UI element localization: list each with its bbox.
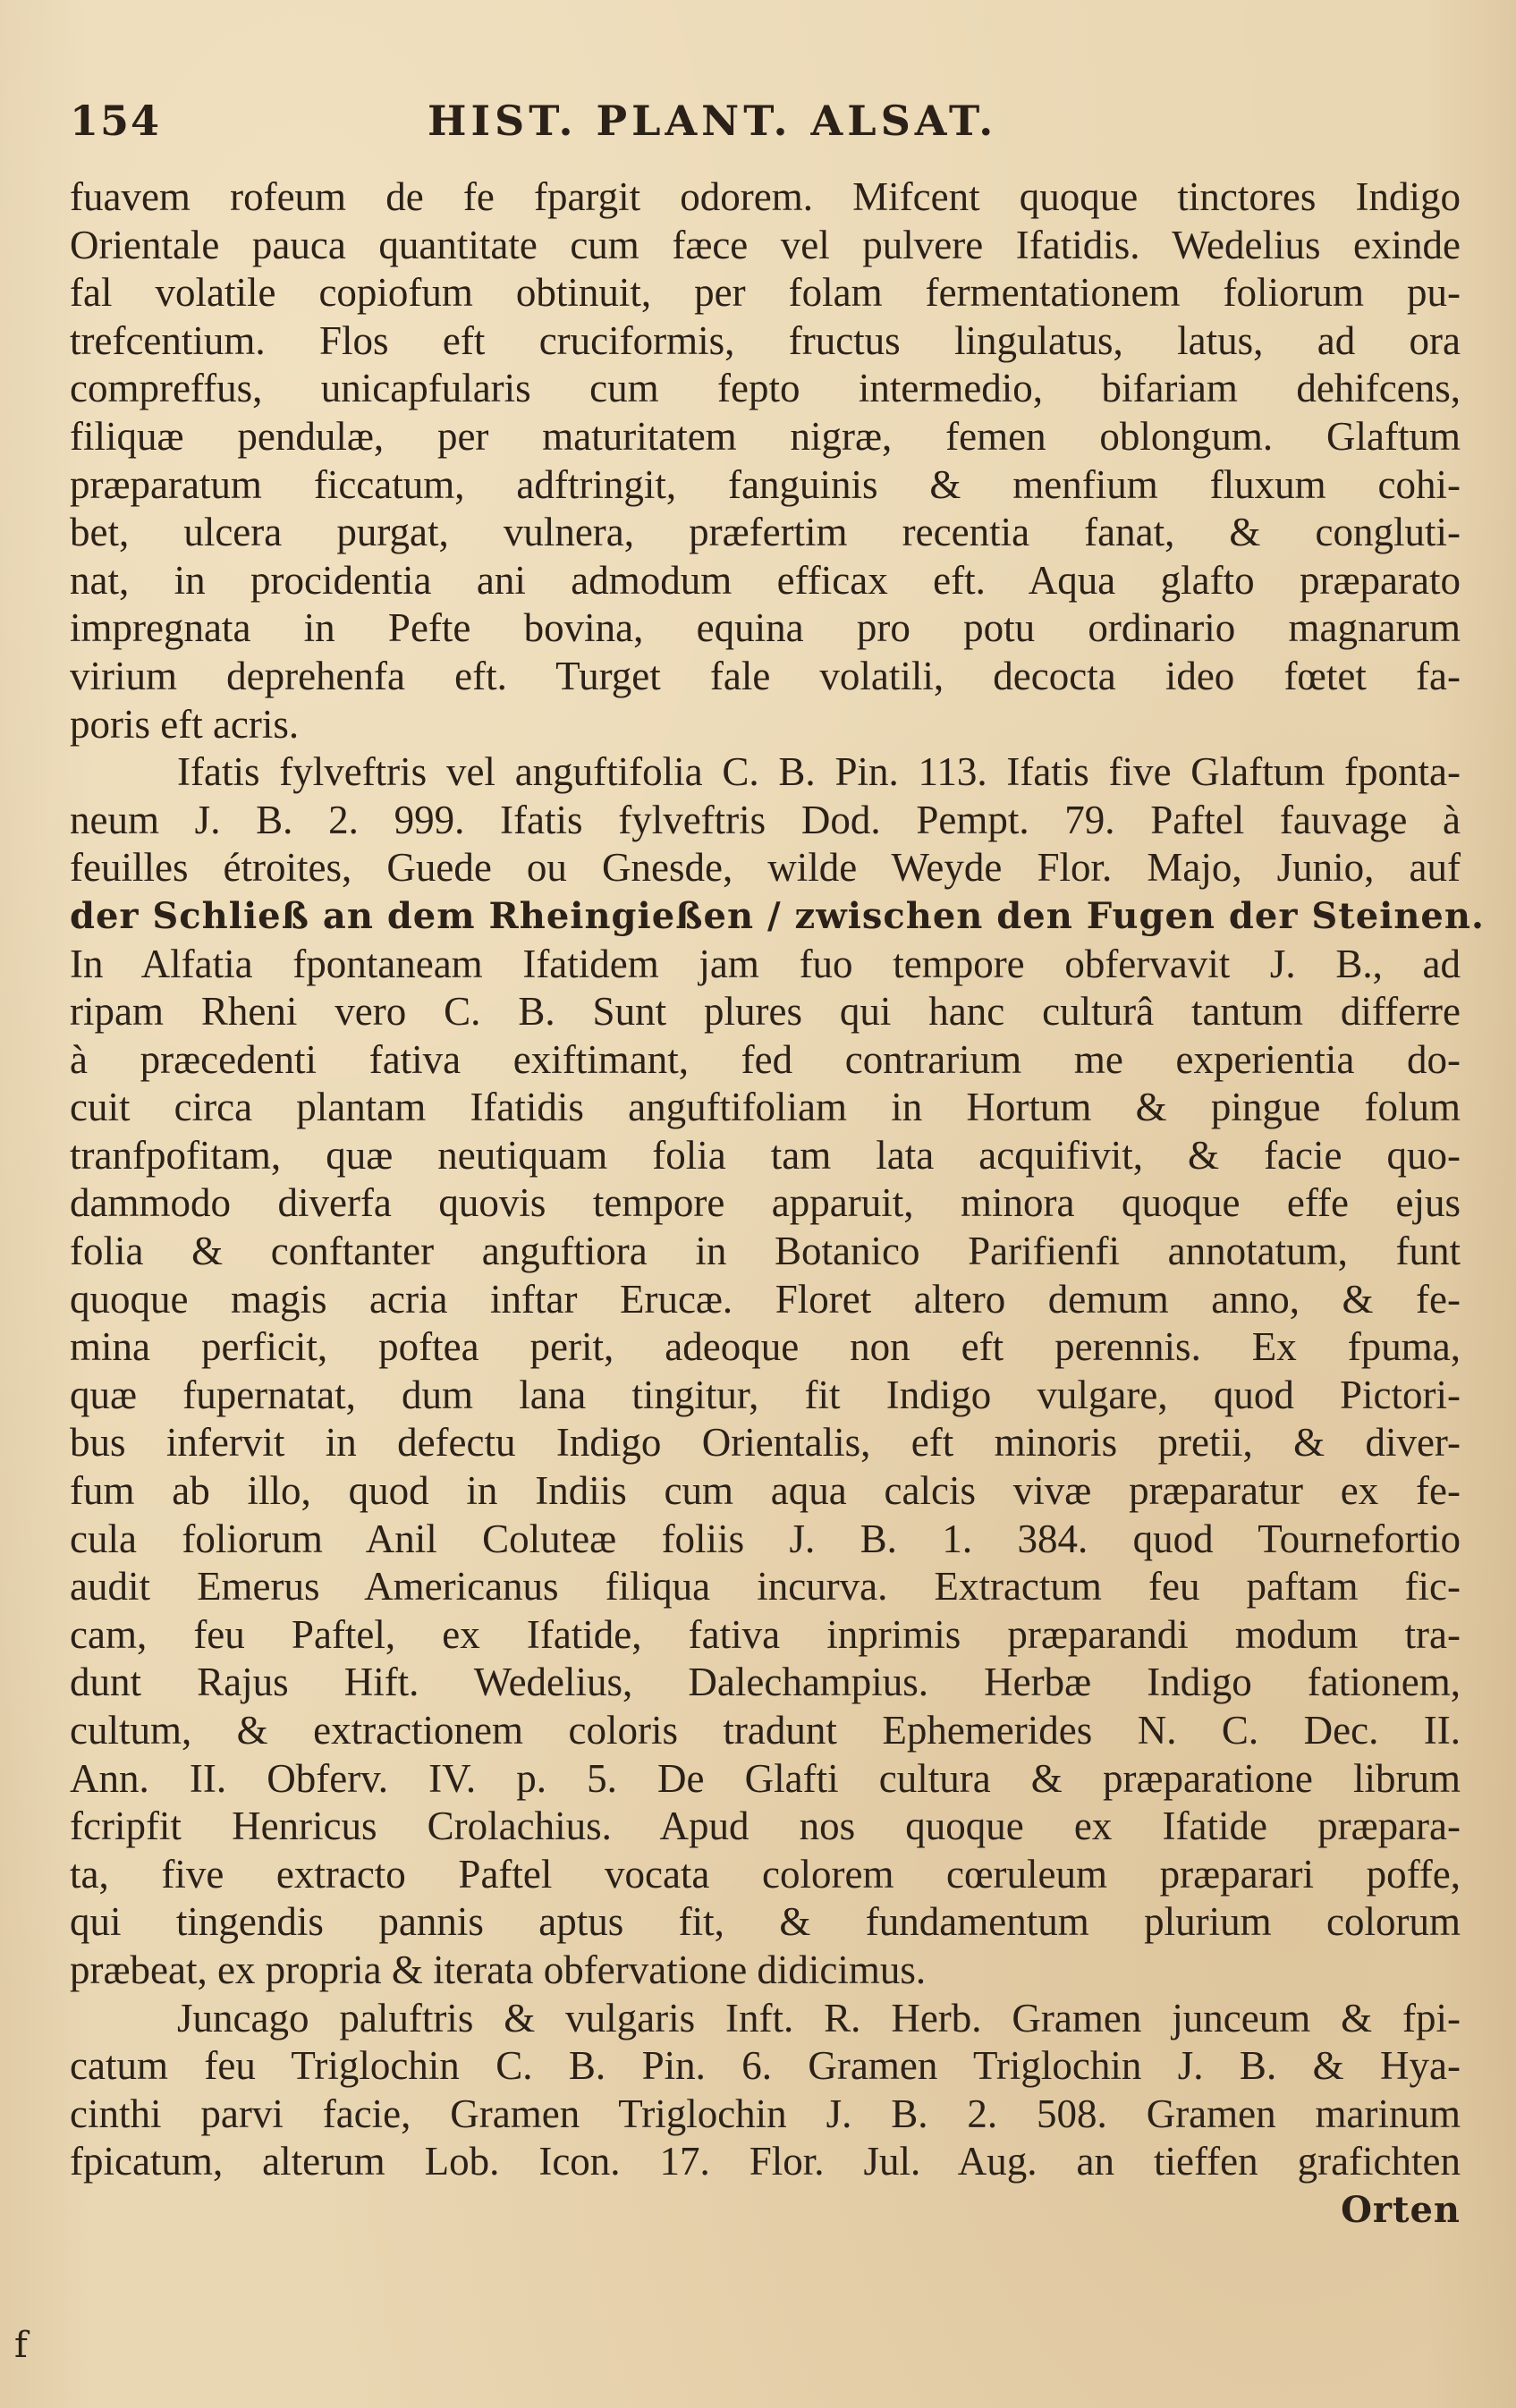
- text-line-german: der Schließ an dem Rheingießen / zwischen den Fugen der Steinen.: [70, 894, 1485, 937]
- text-line: fuavem rofeum de fe fpargit odorem. Mifcent quoque tinctores Indigo: [70, 174, 1461, 219]
- text-line: fcripfit Henricus Crolachius. Apud nos quoque ex Ifatide præpara-: [70, 1804, 1461, 1849]
- text-line: cultum, & extractionem coloris tradunt Ephemerides N. C. Dec. II.: [70, 1708, 1461, 1753]
- text-line: In Alfatia fpontaneam Ifatidem jam fuo tempore obfervavit J. B., ad: [70, 941, 1461, 986]
- text-line: præparatum ficcatum, adftringit, fanguinis & menfium fluxum cohi-: [70, 461, 1461, 507]
- text-line-entry-start: Ifatis fylveftris vel anguftifolia C. B. Pin. 113. Ifatis five Glaftum fponta-: [177, 749, 1461, 795]
- text-line: cula foliorum Anil Coluteæ foliis J. B. 1. 384. quod Tournefortio: [70, 1516, 1461, 1561]
- page-header: [70, 89, 1461, 161]
- text-line: mina perficit, poftea perit, adeoque non eft perennis. Ex fpuma,: [70, 1324, 1461, 1370]
- text-line: impregnata in Pefte bovina, equina pro potu ordinario magnarum: [70, 605, 1461, 651]
- text-line: qui tingendis pannis aptus fit, & fundamentum plurium colorum: [70, 1899, 1461, 1945]
- text-line: dammodo diverfa quovis tempore apparuit, minora quoque effe ejus: [70, 1180, 1461, 1226]
- text-line: quoque magis acria inftar Erucæ. Floret altero demum anno, & fe-: [70, 1276, 1461, 1322]
- text-line-entry-start: Juncago paluftris & vulgaris Inft. R. Herb. Gramen junceum & fpi-: [177, 1995, 1461, 2040]
- text-line: ripam Rheni vero C. B. Sunt plures qui hanc culturâ tantum differre: [70, 989, 1461, 1035]
- text-line: trefcentium. Flos eft cruciformis, fructus lingulatus, latus, ad ora: [70, 317, 1461, 363]
- text-line: fal volatile copiofum obtinuit, per folam fermentationem foliorum pu-: [70, 270, 1461, 316]
- text-line: cuit circa plantam Ifatidis anguftifoliam in Hortum & pingue folum: [70, 1085, 1461, 1130]
- marginal-mark: f: [14, 2325, 28, 2366]
- text-line: fpicatum, alterum Lob. Icon. 17. Flor. Jul. Aug. an tieffen grafichten: [70, 2139, 1461, 2184]
- body-text: [70, 173, 1485, 2235]
- text-line: filiquæ pendulæ, per maturitatem nigræ, femen oblongum. Glaftum: [70, 413, 1461, 459]
- text-line-catchword: Orten: [1341, 2188, 1461, 2231]
- text-line: tranfpofitam, quæ neutiquam folia tam lata acquifivit, & facie quo-: [70, 1132, 1461, 1178]
- text-line: bus infervit in defectu Indigo Orientalis, eft minoris pretii, & diver-: [70, 1420, 1461, 1466]
- text-line: virium deprehenfa eft. Turget fale volatili, decocta ideo fœtet fa-: [70, 653, 1461, 698]
- text-line: nat, in procidentia ani admodum efficax eft. Aqua glafto præparato: [70, 557, 1461, 603]
- text-line: feuilles étroites, Guede ou Gnesde, wilde Weyde Flor. Majo, Junio, auf: [70, 845, 1461, 891]
- text-line: Ann. II. Obferv. IV. p. 5. De Glafti cultura & præparatione librum: [70, 1755, 1461, 1801]
- text-line: cinthi parvi facie, Gramen Triglochin J. B. 2. 508. Gramen marinum: [70, 2091, 1461, 2136]
- text-line: ta, five extracto Paftel vocata colorem cœruleum præparari poffe,: [70, 1851, 1461, 1897]
- text-line: Orientale pauca quantitate cum fæce vel pulvere Ifatidis. Wedelius exinde: [70, 222, 1461, 267]
- text-line: audit Emerus Americanus filiqua incurva. Extractum feu paftam fic-: [70, 1564, 1461, 1610]
- text-line: compreffus, unicapfularis cum fepto intermedio, bifariam dehifcens,: [70, 366, 1461, 411]
- text-line: à præcedenti fativa exiftimant, fed contrarium me experientia do-: [70, 1036, 1461, 1082]
- running-head: HIST. PLANT. ALSAT.: [428, 97, 998, 145]
- text-line: poris eft acris.: [70, 701, 300, 747]
- text-line: folia & conftanter anguftiora in Botanico Parifienfi annotatum, funt: [70, 1229, 1461, 1274]
- page-number: 154: [70, 97, 162, 145]
- text-line: præbeat, ex propria & iterata obfervatione didicimus.: [70, 1947, 927, 1992]
- text-line: neum J. B. 2. 999. Ifatis fylveftris Dod. Pempt. 79. Paftel fauvage à: [70, 797, 1461, 842]
- text-line: bet, ulcera purgat, vulnera, præfertim recentia fanat, & congluti-: [70, 510, 1461, 555]
- text-line: dunt Rajus Hift. Wedelius, Dalechampius. Herbæ Indigo fationem,: [70, 1660, 1461, 1705]
- text-line: cam, feu Paftel, ex Ifatide, fativa inprimis præparandi modum tra-: [70, 1611, 1461, 1657]
- text-line: quæ fupernatat, dum lana tingitur, fit Indigo vulgare, quod Pictori-: [70, 1372, 1461, 1417]
- text-line: fum ab illo, quod in Indiis cum aqua calcis vivæ præparatur ex fe-: [70, 1468, 1461, 1514]
- text-line: catum feu Triglochin C. B. Pin. 6. Gramen Triglochin J. B. & Hya-: [70, 2043, 1461, 2089]
- page-content: [70, 89, 1485, 2235]
